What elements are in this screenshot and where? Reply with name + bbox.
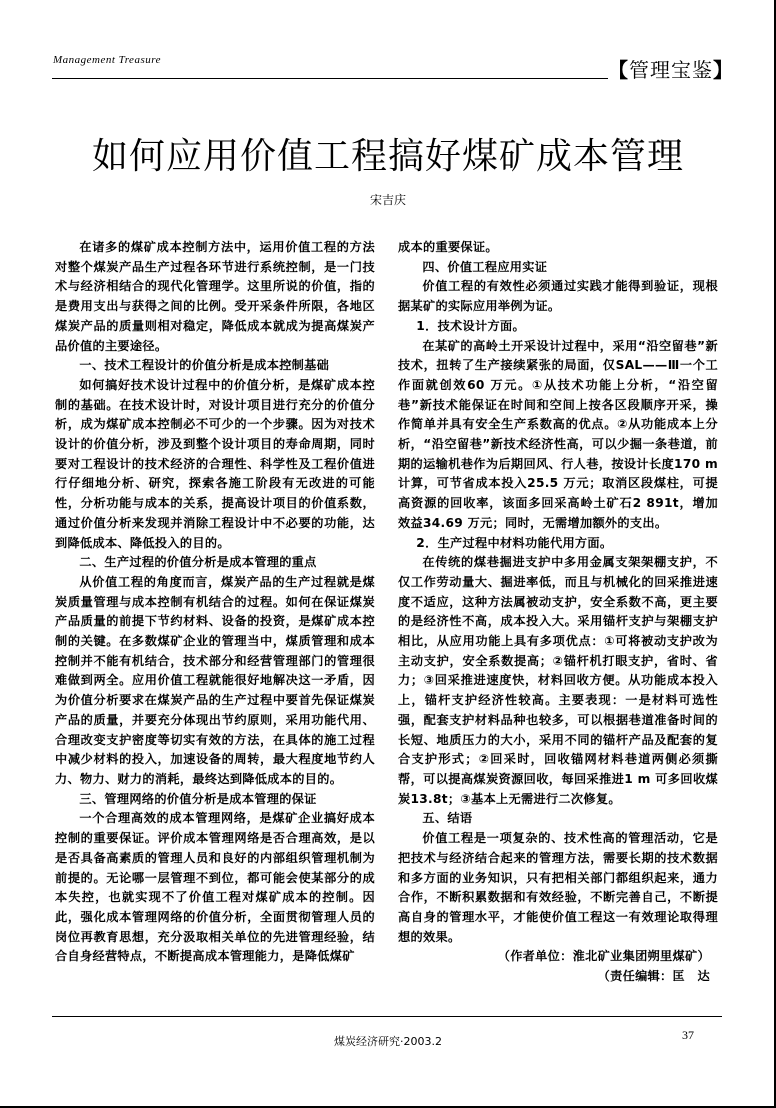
section-heading: 二、生产过程的价值分析是成本管理的重点: [79, 555, 317, 570]
section-tag: [608, 54, 734, 83]
paragraph: 从价值工程的角度而言，煤炭产品的生产过程就是煤炭质量管理与成本控制有机结合的过程。如何在保证煤炭产品质量的前提下节约材料、设备的投资，是煤矿成本控制的关键。在多数煤矿企业的管理当中，煤质管理和成本控制并不能有机结合，技术部分和经营管理部门的管理很难做到两全。应用价值工程就能很好地解决这一矛盾，因为价值分析要求在煤炭产品的生产过程中要首先保证煤炭产品的质量，并要充分体现出节约原则，采用功能代用、合理改变支护密度等切实有效的方法，在具体的施工过程中减少材料的投入，加速设备的周转，最大程度地节约人力、物力、财力的消耗，最终达到降低成本的目的。: [55, 574, 375, 786]
article-title: 如何应用价值工程搞好煤矿成本管理: [91, 136, 684, 177]
section-heading: 五、结语: [422, 811, 473, 826]
header-rule: [52, 78, 608, 79]
section-tag-label: 管理宝鉴: [629, 58, 713, 82]
footer-rule: [52, 1016, 722, 1017]
paragraph: 在诸多的煤矿成本控制方法中，运用价值工程的方法对整个煤炭产品生产过程各环节进行系统控制，是一门技术与经济相结合的现代化管理学。这里所说的价值，指的是费用支出与获得之间的比例。受开采条件所限，各地区煤炭产品的质量则相对稳定，降低成本就成为提高煤炭产品价值的主要途径。: [55, 240, 375, 353]
paragraph: 在传统的煤巷掘进支护中多用金属支架架棚支护，不仅工作劳动量大、掘进率低，而且与机械化的回采推进速度不适应，这种方法属被动支护，安全系数不高，更主要的是经济性不高，成本投入大。采用锚杆支护与架棚支护相比，从应用功能上具有多项优点：①可将被动支护改为主动支护，安全系数提高；②锚杆机打眼支护，省时、省力；③回采推进速度快，材料回收方便。从功能成本投入上，锚杆支护经济性较高。主要表现：一是材料可选性强，配套支护材料品种也较多，可以根据巷道准备时间的长短、地质压力的大小，采用不同的锚杆产品及配套的复合支护形式；②回采时，回收锚网材料巷道两侧必须撕帮，可以提高煤炭资源回收，每回采推进1 m 可多回收煤炭13.8t；③基本上无需进行二次修复。: [398, 555, 718, 806]
attribution-line: （责任编辑：匡 达: [597, 969, 710, 984]
right-column: [398, 238, 718, 987]
paragraph: 价值工程是一项复杂的、技术性高的管理活动，它是把技术与经济结合起来的管理方法，需要长期的技术数据和多方面的业务知识，只有把相关部门都组织起来，通力合作，不断积累数据和有效经验，不断完善自己，不断提高自身的管理水平，才能使价值工程这一有效理论取得理想的效果。: [398, 831, 718, 944]
section-heading: 四、价值工程应用实证: [422, 259, 548, 274]
paragraph: 成本的重要保证。: [398, 240, 498, 254]
paragraph: 在某矿的高岭土开采设计过程中，采用“沿空留巷”新技术，扭转了生产接续紧张的局面，仅SAL——Ⅲ一个工作面就创效60 万元。①从技术功能上分析，“沿空留巷”新技术能保证在时间和空间上按各区段顺序开采，操作简单并具有安全生产系数高的优点。②从功能成本上分析，“沿空留巷”新技术经济性高，可以少掘一条巷道，前期的运输机巷作为后期回风、行人巷，按设计长度170 m 计算，可节省成本投入25.5 万元；取消区段煤柱，可提高资源的回收率，该面多回采高岭土矿石2 891t，增加效益34.69 万元；同时，无需增加额外的支出。: [398, 338, 718, 530]
bracket-close: 】: [713, 58, 734, 82]
subsection-heading: 2．生产过程中材料功能代用方面。: [416, 535, 613, 550]
subsection-heading: 1．技术设计方面。: [416, 318, 525, 333]
left-column: [55, 238, 375, 967]
section-heading: 一、技术工程设计的价值分析是成本控制基础: [79, 358, 330, 373]
page-number: 37: [682, 1028, 694, 1042]
bracket-open: 【: [608, 58, 629, 82]
paragraph: 价值工程的有效性必须通过实践才能得到验证，现根据某矿的实际应用举例为证。: [398, 279, 718, 314]
journal-citation: 煤炭经济研究·2003.2: [334, 1035, 442, 1048]
paragraph: 一个合理高效的成本管理网络，是煤矿企业搞好成本控制的重要保证。评价成本管理网络是否合理高效，是以是否具备高素质的管理人员和良好的内部组织管理机制为前提的。无论哪一层管理不到位，都可能会使某部分的成本失控，也就实现不了价值工程对煤矿成本的控制。因此，强化成本管理网络的价值分析，全面贯彻管理人员的岗位再教育思想，充分汲取相关单位的先进管理经验，结合自身经营特点，不断提高成本管理能力，是降低煤矿: [55, 811, 375, 964]
article-author: 宋吉庆: [369, 193, 406, 207]
attribution-line: （作者单位：淮北矿业集团朔里煤矿）: [497, 949, 710, 964]
paragraph: 如何搞好技术设计过程中的价值分析，是煤矿成本控制的基础。在技术设计时，对设计项目进行充分的价值分析，成为煤矿成本控制必不可少的一个步骤。因为对技术设计的价值分析，涉及到整个设计项目的寿命周期，同时要对工程设计的技术经济的合理性、科学性及工程价值进行仔细地分析、研究，探索各施工阶段有无改进的可能性，分析功能与成本的关系，提高设计项目的价值系数，通过价值分析来发现并消除工程设计中不必要的功能，达到降低成本、降低投入的目的。: [55, 377, 375, 550]
running-head: Management Treasure: [53, 54, 161, 66]
section-heading: 三、管理网络的价值分析是成本管理的保证: [79, 791, 317, 806]
